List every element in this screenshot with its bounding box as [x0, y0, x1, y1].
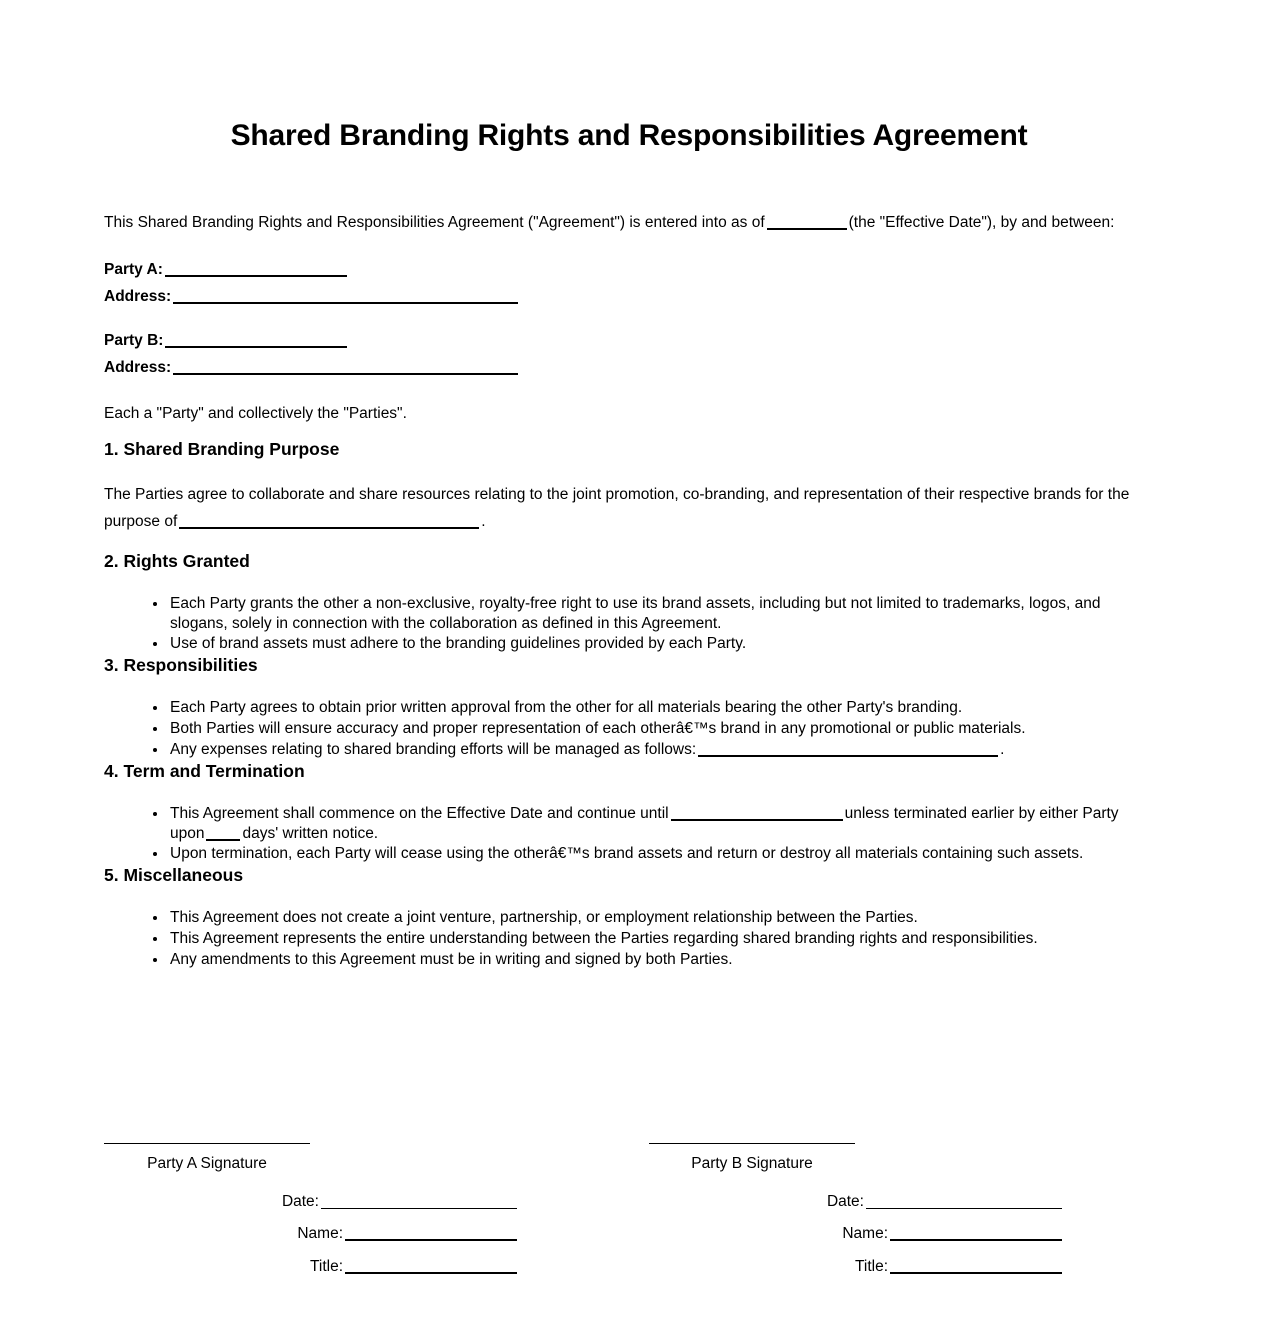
section-2-heading: 2. Rights Granted: [104, 550, 250, 571]
section-2-bullets: [104, 594, 1154, 654]
party-a-address-label: Address:: [104, 287, 172, 305]
section-4-bullets: [104, 804, 1154, 864]
party-a-name-field: [104, 1225, 519, 1244]
expenses-text-after-blank: .: [1000, 740, 1005, 758]
party-b-name-blank[interactable]: [890, 1239, 1062, 1241]
party-a-name-blank[interactable]: [165, 275, 347, 277]
expenses-blank[interactable]: [698, 755, 998, 757]
party-b-name-field: [649, 1225, 1064, 1244]
party-b-title-label: Title:: [854, 1257, 888, 1275]
party-b-name-blank[interactable]: [165, 346, 347, 348]
party-b-name-label: Name:: [842, 1225, 888, 1243]
party-b-address-label: Address:: [104, 358, 172, 376]
party-b-date-field: [649, 1193, 1064, 1212]
party-a-signature-block: [104, 1143, 649, 1276]
list-item: • Each Party grants the other a non-exclusive, royalty-free right to use its brand assets, including but not limited to trademarks, logos, and slogans, solely in connection with the collaboration as defined in this Agreement.: [168, 594, 1154, 634]
each-party-line: Each a "Party" and collectively the "Parties".: [104, 405, 407, 423]
document-body: [104, 0, 1154, 971]
party-b-signature-block: [649, 1143, 1154, 1276]
section-3-heading: 3. Responsibilities: [104, 655, 258, 676]
list-item: [168, 740, 1154, 760]
party-b-title-field: [649, 1258, 1064, 1277]
section-4-heading: 4. Term and Termination: [104, 760, 305, 781]
section-5-bullets: [104, 908, 1154, 969]
list-item: • Upon termination, each Party will cease using the otherâ€™s brand assets and return or destroy all materials containing such assets.: [168, 844, 1154, 864]
party-a-date-field: [104, 1193, 519, 1212]
list-item: • Each Party agrees to obtain prior written approval from the other for all materials bearing the other Party's branding.: [168, 698, 1154, 718]
party-a-signature-caption: Party A Signature: [147, 1155, 267, 1172]
party-a-date-blank[interactable]: [321, 1208, 517, 1209]
expenses-text-before-blank: Any expenses relating to shared branding efforts will be managed as follows:: [170, 740, 697, 758]
signature-area: [104, 1143, 1154, 1276]
party-a-name-blank[interactable]: [345, 1239, 517, 1241]
parties-block: [104, 262, 1154, 375]
term-text-part-c: days' written notice.: [242, 824, 379, 842]
party-b-date-blank[interactable]: [866, 1208, 1062, 1209]
party-a-address-row: [104, 289, 1154, 305]
effective-date-blank[interactable]: [767, 228, 847, 230]
party-b-address-row: [104, 360, 1154, 376]
intro-text-before-blank: This Shared Branding Rights and Responsibilities Agreement ("Agreement") is entered into as of: [104, 214, 765, 231]
party-a-label: Party A:: [104, 261, 163, 279]
list-item: • This Agreement represents the entire understanding between the Parties regarding shared branding rights and responsibilities.: [168, 929, 1154, 949]
signature-columns: [104, 1143, 1154, 1276]
intro-text-after-blank: (the "Effective Date"), by and between:: [848, 214, 1115, 231]
party-a-row: [104, 262, 1154, 278]
term-text-part-b: unless terminated earlier by either Party upon: [170, 804, 1119, 842]
section-1-text-before-blank: The Parties agree to collaborate and share resources relating to the joint promotion, co-branding, and representation of their respective brands for the purpose of: [104, 485, 1130, 530]
page-title: Shared Branding Rights and Responsibilities Agreement: [230, 119, 1028, 152]
party-b-label: Party B:: [104, 332, 164, 350]
party-a-address-blank[interactable]: [173, 302, 518, 304]
section-5-heading: 5. Miscellaneous: [104, 865, 244, 886]
list-item: • Both Parties will ensure accuracy and proper representation of each otherâ€™s brand in any promotional or public materials.: [168, 719, 1154, 739]
section-3-bullets: [104, 698, 1154, 759]
purpose-blank[interactable]: [179, 527, 479, 529]
list-item: • This Agreement does not create a joint venture, partnership, or employment relationship between the Parties.: [168, 908, 1154, 928]
section-1-paragraph: [104, 482, 1154, 535]
section-1-text-after-blank: .: [481, 512, 486, 530]
term-text-part-a: This Agreement shall commence on the Effective Date and continue until: [170, 804, 669, 822]
party-b-title-blank[interactable]: [890, 1272, 1062, 1274]
party-b-signature-caption: Party B Signature: [691, 1155, 813, 1172]
party-b-date-label: Date:: [826, 1192, 864, 1210]
party-a-date-label: Date:: [281, 1192, 319, 1210]
party-a-title-label: Title:: [309, 1257, 343, 1275]
party-a-title-field: [104, 1258, 519, 1277]
party-a-name-label: Name:: [297, 1225, 343, 1243]
notice-days-blank[interactable]: [206, 839, 240, 841]
party-b-signature-line[interactable]: [649, 1143, 855, 1144]
party-a-signature-line[interactable]: [104, 1143, 310, 1144]
term-end-blank[interactable]: [671, 819, 843, 821]
section-1-heading: 1. Shared Branding Purpose: [104, 438, 340, 459]
intro-paragraph: [104, 212, 1154, 234]
party-b-address-blank[interactable]: [173, 373, 518, 375]
list-item: • Use of brand assets must adhere to the branding guidelines provided by each Party.: [168, 634, 1154, 654]
party-b-row: [104, 333, 1154, 349]
list-item: [168, 804, 1154, 844]
party-a-title-blank[interactable]: [345, 1272, 517, 1274]
list-item: • Any amendments to this Agreement must be in writing and signed by both Parties.: [168, 950, 1154, 970]
